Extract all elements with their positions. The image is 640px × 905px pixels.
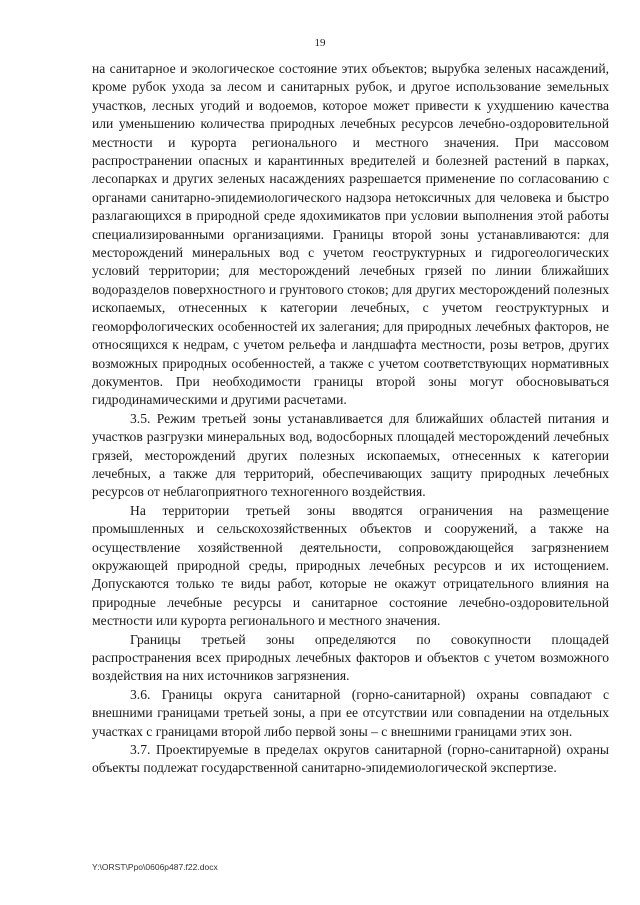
- paragraph-3-7: 3.7. Проектируемые в пределах округов санитарной (горно-санитарной) охраны объекты подлежат государственной санитарно-эпидемиологической экспертизе.: [92, 742, 609, 776]
- paragraph-third-zone-restrictions: На территории третьей зоны вводятся ограничения на размещение промышленных и сельскохозяйственных объектов и сооружений, а также на осуществление хозяйственной деятельности, сопровождающейся загрязнением окружающей природной среды, природных лечебных ресурсов и их истощением. Допускаются только те виды работ, которые не окажут отрицательного влияния на природные лечебные ресурсы и санитарное состояние лечебно-оздоровительной местности или курорта регионального и местного значения.: [92, 502, 609, 629]
- document-body: [92, 60, 609, 778]
- paragraph-continuation: на санитарное и экологическое состояние этих объектов; вырубка зеленых насаждений, кроме рубок ухода за лесом и санитарных рубок, и другое использование земельных участков, лесных угодий и водоемов, которое может привести к ухудшению качества или уменьшению количества природных лечебных ресурсов лечебно-оздоровительной местности и курорта регионального и местного значения. При массовом распространении опасных и карантинных вредителей и болезней растений в парках, лесопарках и других зеленых насаждениях разрешается применение по согласованию с органами санитарно-эпидемиологического надзора нетоксичных для человека и быстро разлагающихся в природной среде ядохимикатов при условии выполнения этой работы специализированными организациями. Границы второй зоны устанавливаются: для месторождений минеральных вод с учетом геоструктурных и гидрогеологических условий территории; для месторождений лечебных грязей по линии ближайших водоразделов поверхностного и грунтового стоков; для других месторождений полезных ископаемых, отнесенных к категории лечебных, с учетом геоструктурных и геоморфологических особенностей их залегания; для природных лечебных факторов, не относящихся к недрам, с учетом рельефа и ландшафта местности, розы ветров, других возможных природных особенностей, а также с учетом соответствующих нормативных документов. При необходимости границы второй зоны могут обосновываться гидродинамическими и другими расчетами.: [92, 61, 609, 408]
- paragraph-3-6: 3.6. Границы округа санитарной (горно-санитарной) охраны совпадают с внешними границами третьей зоны, а при ее отсутствии или совпадении на отдельных участках с границами второй либо первой зоны – с внешними границами этих зон.: [92, 686, 609, 739]
- page-number: 19: [314, 37, 326, 49]
- paragraph-3-5: 3.5. Режим третьей зоны устанавливается для ближайших областей питания и участков разгрузки минеральных вод, водосборных площадей месторождений лечебных грязей, месторождений других полезных ископаемых, отнесенных к категории лечебных, а также для территорий, обеспечивающих защиту природных лечебных ресурсов от неблагоприятного техногенного воздействия.: [92, 410, 609, 500]
- footer-file-path: Y:\ORST\Ppo\0606p487.f22.docx: [92, 862, 218, 872]
- paragraph-third-zone-boundaries: Границы третьей зоны определяются по совокупности площадей распространения всех природных лечебных факторов и объектов с учетом возможного воздействия на них источников загрязнения.: [92, 631, 609, 684]
